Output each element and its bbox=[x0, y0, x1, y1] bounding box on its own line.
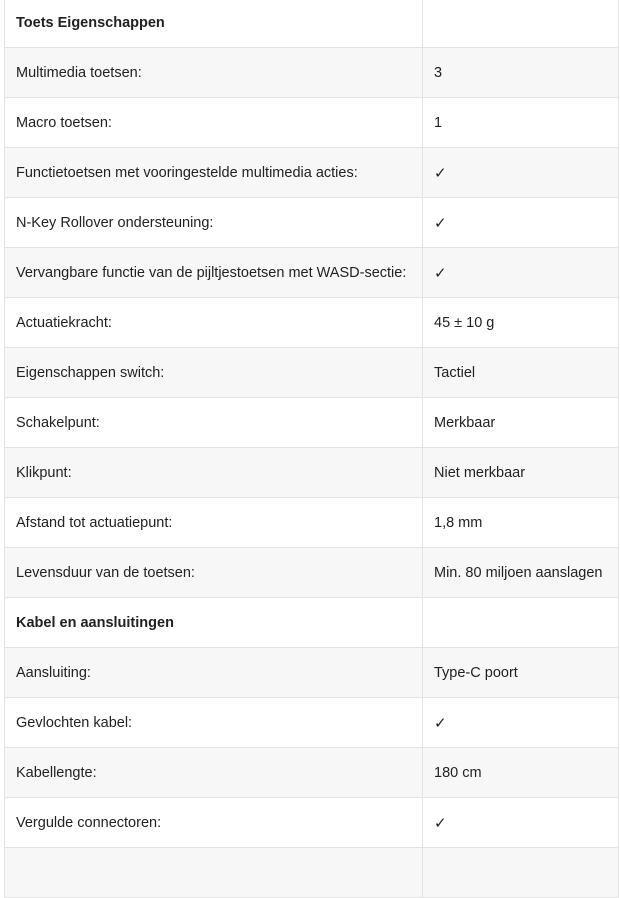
spec-value: Type-C poort bbox=[423, 648, 619, 698]
spec-value: 180 cm bbox=[423, 748, 619, 798]
check-icon: ✓ bbox=[423, 798, 619, 848]
table-row bbox=[5, 248, 619, 298]
table-row bbox=[5, 348, 619, 398]
section-value bbox=[423, 598, 619, 648]
spec-value: Tactiel bbox=[423, 348, 619, 398]
table-row bbox=[5, 648, 619, 698]
spec-label bbox=[5, 848, 423, 898]
spec-label: Multimedia toetsen: bbox=[5, 48, 423, 98]
spec-label: Macro toetsen: bbox=[5, 98, 423, 148]
spec-label: Gevlochten kabel: bbox=[5, 698, 423, 748]
check-icon: ✓ bbox=[423, 248, 619, 298]
section-row-kabel-en-aansluitingen bbox=[5, 598, 619, 648]
table-row bbox=[5, 548, 619, 598]
spec-label: Kabellengte: bbox=[5, 748, 423, 798]
spec-label: Vergulde connectoren: bbox=[5, 798, 423, 848]
spec-label: Functietoetsen met vooringestelde multimedia acties: bbox=[5, 148, 423, 198]
table-row bbox=[5, 148, 619, 198]
table-row bbox=[5, 48, 619, 98]
spec-value: 1 bbox=[423, 98, 619, 148]
spec-value: Niet merkbaar bbox=[423, 448, 619, 498]
table-row bbox=[5, 98, 619, 148]
spec-label: Levensduur van de toetsen: bbox=[5, 548, 423, 598]
spec-value: 1,8 mm bbox=[423, 498, 619, 548]
table-row bbox=[5, 748, 619, 798]
section-value bbox=[423, 0, 619, 48]
spec-value: 3 bbox=[423, 48, 619, 98]
spec-label: Aansluiting: bbox=[5, 648, 423, 698]
table-row bbox=[5, 398, 619, 448]
spec-label: N-Key Rollover ondersteuning: bbox=[5, 198, 423, 248]
spec-value bbox=[423, 848, 619, 898]
section-row-toets-eigenschappen bbox=[5, 0, 619, 48]
check-icon: ✓ bbox=[423, 198, 619, 248]
check-icon: ✓ bbox=[423, 148, 619, 198]
table-row bbox=[5, 498, 619, 548]
table-row bbox=[5, 798, 619, 848]
spec-value: 45 ± 10 g bbox=[423, 298, 619, 348]
table-row bbox=[5, 848, 619, 898]
spec-label: Actuatiekracht: bbox=[5, 298, 423, 348]
table-row bbox=[5, 448, 619, 498]
section-title: Kabel en aansluitingen bbox=[5, 598, 423, 648]
check-icon: ✓ bbox=[423, 698, 619, 748]
spec-table bbox=[4, 0, 619, 898]
spec-label: Afstand tot actuatiepunt: bbox=[5, 498, 423, 548]
spec-label: Eigenschappen switch: bbox=[5, 348, 423, 398]
spec-label: Schakelpunt: bbox=[5, 398, 423, 448]
section-title: Toets Eigenschappen bbox=[5, 0, 423, 48]
table-row bbox=[5, 198, 619, 248]
spec-label: Vervangbare functie van de pijltjestoetsen met WASD-sectie: bbox=[5, 248, 423, 298]
spec-label: Klikpunt: bbox=[5, 448, 423, 498]
table-row bbox=[5, 298, 619, 348]
spec-table-body bbox=[5, 0, 619, 898]
spec-value: Min. 80 miljoen aanslagen bbox=[423, 548, 619, 598]
spec-value: Merkbaar bbox=[423, 398, 619, 448]
table-row bbox=[5, 698, 619, 748]
